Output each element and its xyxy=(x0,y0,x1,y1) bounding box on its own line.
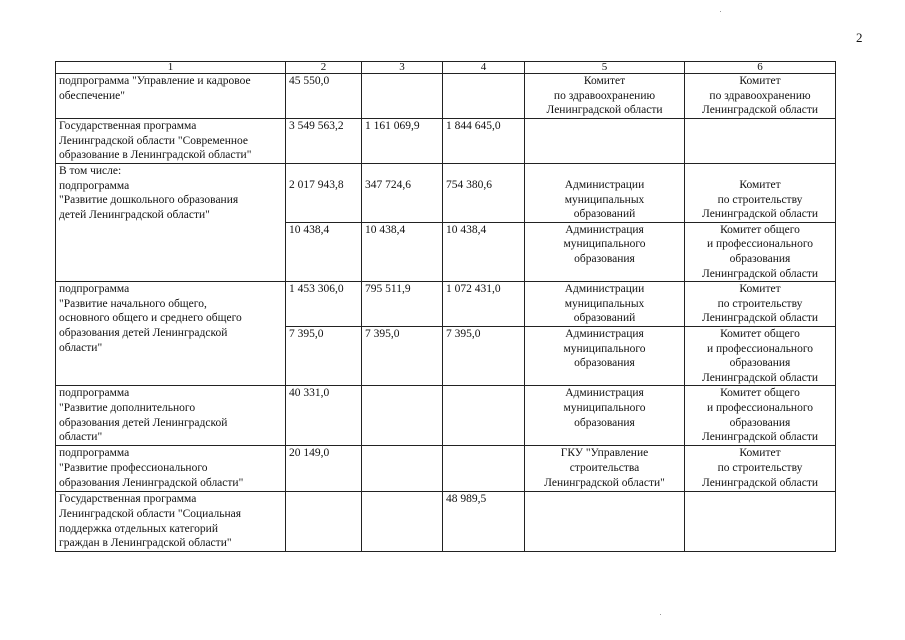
amount-cell xyxy=(286,492,362,551)
amount-cell xyxy=(362,386,443,446)
program-name-cell: подпрограмма "Управление и кадровое обеспечение" xyxy=(56,74,286,119)
amount-cell: 7 395,0 xyxy=(362,326,443,385)
executor-cell: Администрации муниципальных образований xyxy=(525,164,685,223)
amount-cell: 7 395,0 xyxy=(286,326,362,385)
column-number: 3 xyxy=(362,62,443,74)
column-number: 4 xyxy=(443,62,525,74)
column-number-row xyxy=(56,62,836,74)
responsible-cell: Комитет общего и профессионального образования Ленинградской области xyxy=(685,326,836,385)
executor-cell: Администрации муниципальных образований xyxy=(525,282,685,327)
amount-cell xyxy=(362,446,443,492)
executor-cell xyxy=(525,119,685,164)
responsible-cell: Комитет по строительству Ленинградской области xyxy=(685,446,836,492)
table-row xyxy=(56,282,836,327)
table-row xyxy=(56,492,836,551)
amount-cell: 3 549 563,2 xyxy=(286,119,362,164)
scan-speck xyxy=(660,614,661,615)
amount-cell: 7 395,0 xyxy=(443,326,525,385)
amount-cell: 795 511,9 xyxy=(362,282,443,327)
table-row xyxy=(56,119,836,164)
scan-speck xyxy=(720,11,721,12)
responsible-cell xyxy=(685,492,836,551)
amount-cell xyxy=(362,74,443,119)
table-row xyxy=(56,74,836,119)
amount-cell: 45 550,0 xyxy=(286,74,362,119)
responsible-cell xyxy=(685,119,836,164)
column-number: 6 xyxy=(685,62,836,74)
amount-cell: 1 161 069,9 xyxy=(362,119,443,164)
amount-cell xyxy=(443,74,525,119)
amount-cell: 754 380,6 xyxy=(443,164,525,223)
column-number: 5 xyxy=(525,62,685,74)
amount-cell: 1 453 306,0 xyxy=(286,282,362,327)
amount-cell: 10 438,4 xyxy=(443,222,525,281)
amount-cell: 347 724,6 xyxy=(362,164,443,223)
executor-cell: Администрация муниципального образования xyxy=(525,386,685,446)
program-name-cell: В том числе: подпрограмма "Развитие дошкольного образования детей Ленинградской области" xyxy=(56,164,286,282)
program-name-cell: Государственная программа Ленинградской области "Современное образование в Ленинградской области" xyxy=(56,119,286,164)
column-number: 2 xyxy=(286,62,362,74)
executor-cell xyxy=(525,492,685,551)
amount-cell xyxy=(443,446,525,492)
table-row xyxy=(56,386,836,446)
program-name-cell: подпрограмма "Развитие начального общего, основного общего и среднего общего образования детей Ленинградской области" xyxy=(56,282,286,386)
program-name-cell: Государственная программа Ленинградской области "Социальная поддержка отдельных категорий граждан в Ленинградской области" xyxy=(56,492,286,551)
program-name-cell: подпрограмма "Развитие профессионального образования Ленинградской области" xyxy=(56,446,286,492)
responsible-cell: Комитет по здравоохранению Ленинградской области xyxy=(685,74,836,119)
amount-cell: 1 844 645,0 xyxy=(443,119,525,164)
program-name-cell: подпрограмма "Развитие дополнительного образования детей Ленинградской области" xyxy=(56,386,286,446)
executor-cell: ГКУ "Управление строительства Ленинградской области" xyxy=(525,446,685,492)
responsible-cell: Комитет общего и профессионального образования Ленинградской области xyxy=(685,386,836,446)
column-number: 1 xyxy=(56,62,286,74)
amount-cell: 40 331,0 xyxy=(286,386,362,446)
responsible-cell: Комитет общего и профессионального образования Ленинградской области xyxy=(685,222,836,281)
executor-cell: Администрация муниципального образования xyxy=(525,326,685,385)
funding-table xyxy=(55,61,836,552)
amount-cell xyxy=(443,386,525,446)
amount-cell: 10 438,4 xyxy=(286,222,362,281)
amount-cell: 10 438,4 xyxy=(362,222,443,281)
executor-cell: Комитет по здравоохранению Ленинградской области xyxy=(525,74,685,119)
amount-cell xyxy=(362,492,443,551)
amount-cell: 48 989,5 xyxy=(443,492,525,551)
amount-cell: 1 072 431,0 xyxy=(443,282,525,327)
table-row xyxy=(56,446,836,492)
page-number: 2 xyxy=(856,30,863,45)
responsible-cell: Комитет по строительству Ленинградской области xyxy=(685,164,836,223)
table-row xyxy=(56,164,836,223)
responsible-cell: Комитет по строительству Ленинградской области xyxy=(685,282,836,327)
amount-cell: 20 149,0 xyxy=(286,446,362,492)
executor-cell: Администрация муниципального образования xyxy=(525,222,685,281)
amount-cell: 2 017 943,8 xyxy=(286,164,362,223)
